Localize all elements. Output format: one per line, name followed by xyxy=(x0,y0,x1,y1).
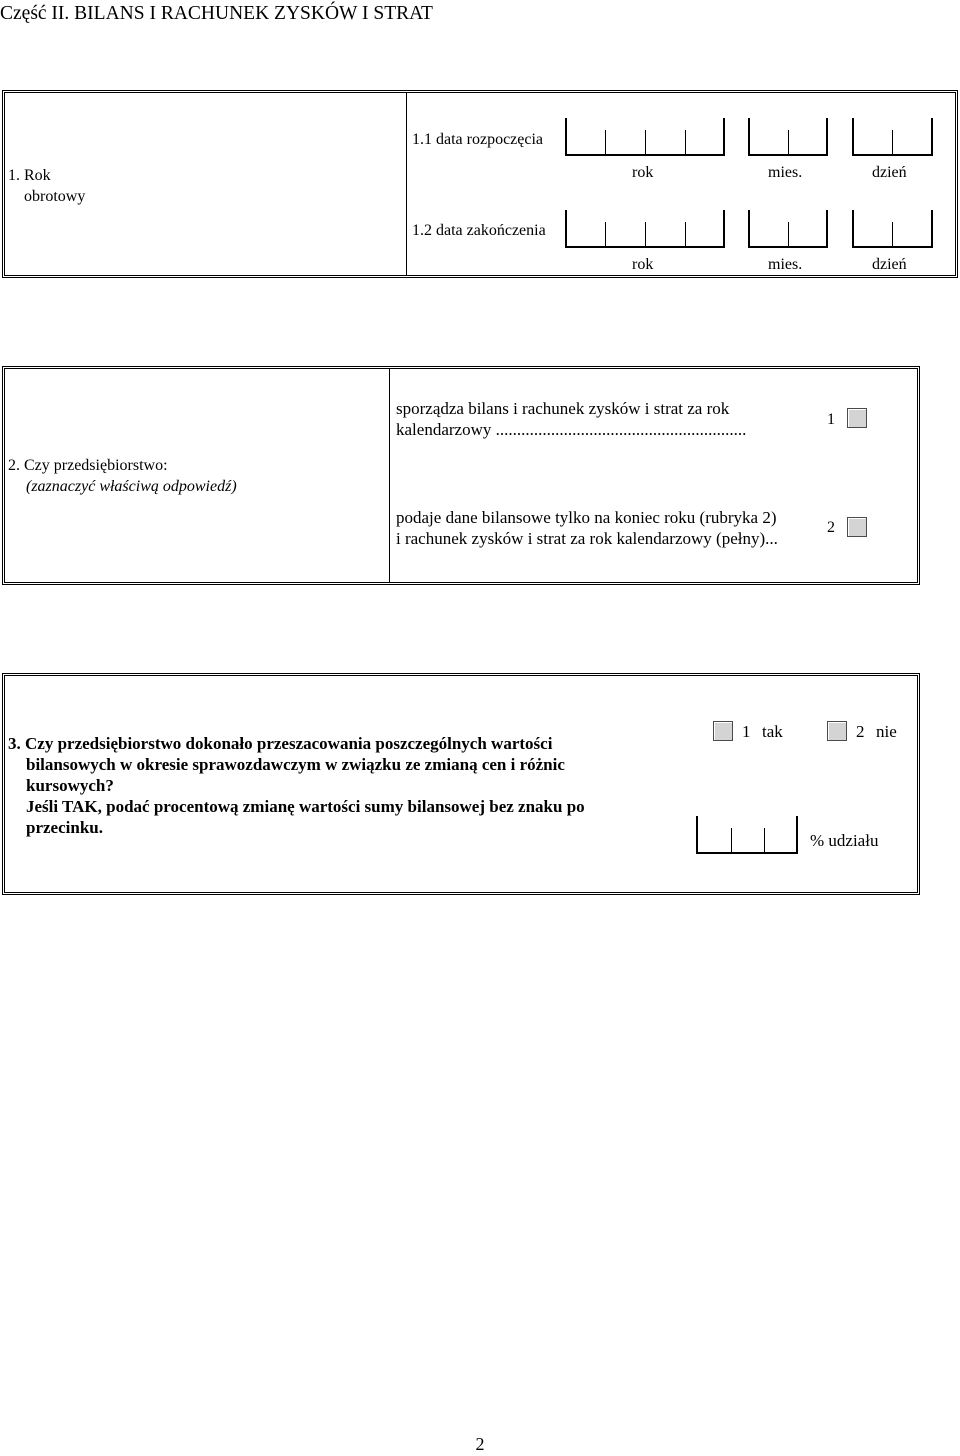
end-year-input[interactable] xyxy=(565,210,725,248)
section-1-divider xyxy=(406,92,407,276)
no-checkbox[interactable] xyxy=(827,721,847,741)
start-year-input[interactable] xyxy=(565,118,725,156)
option-2-number: 2 xyxy=(827,519,835,536)
end-day-input[interactable] xyxy=(852,210,933,248)
yes-checkbox[interactable] xyxy=(713,721,733,741)
section-2-hint: (zaznaczyć właściwą odpowiedź) xyxy=(26,478,237,495)
section-3-question-line4: Jeśli TAK, podać procentową zmianę wartości sumy bilansowej bez znaku po xyxy=(26,797,585,816)
no-number: 2 xyxy=(856,722,865,741)
start-date-label: 1.1 data rozpoczęcia xyxy=(412,131,544,148)
section-3-question-line1: 3. Czy przedsiębiorstwo dokonało przeszacowania poszczególnych wartości xyxy=(8,734,553,753)
section-2-divider xyxy=(389,368,390,583)
start-day-input[interactable] xyxy=(852,118,933,156)
page-number: 2 xyxy=(475,1434,485,1454)
end-day-caption: dzień xyxy=(872,256,907,273)
start-year-caption: rok xyxy=(632,164,654,181)
start-day-caption: dzień xyxy=(872,164,907,181)
page-title: Część II. BILANS I RACHUNEK ZYSKÓW I STRAT xyxy=(0,3,433,24)
section-3-box xyxy=(2,673,920,895)
section-3-question-line3: kursowych? xyxy=(26,776,114,795)
no-label: nie xyxy=(876,722,897,741)
section-1-label-line2: obrotowy xyxy=(24,188,86,205)
option-1-number: 1 xyxy=(827,411,835,428)
section-2-question: 2. Czy przedsiębiorstwo: xyxy=(8,457,168,474)
option-1-line1: sporządza bilans i rachunek zysków i strat za rok xyxy=(396,399,730,418)
option-2-line2: i rachunek zysków i strat za rok kalendarzowy (pełny)... xyxy=(396,529,778,548)
option-1-checkbox[interactable] xyxy=(847,408,867,428)
section-3-question-line5: przecinku. xyxy=(26,818,103,837)
start-month-input[interactable] xyxy=(748,118,828,156)
percent-caption: % udziału xyxy=(810,831,879,850)
end-year-caption: rok xyxy=(632,256,654,273)
yes-number: 1 xyxy=(742,722,751,741)
option-2-checkbox[interactable] xyxy=(847,517,867,537)
option-2-line1: podaje dane bilansowe tylko na koniec roku (rubryka 2) xyxy=(396,508,777,527)
end-month-caption: mies. xyxy=(768,256,803,273)
section-3-question-line2: bilansowych w okresie sprawozdawczym w związku ze zmianą cen i różnic xyxy=(26,755,565,774)
percent-input[interactable] xyxy=(696,816,798,854)
option-1-line2: kalendarzowy ........................................................... xyxy=(396,420,747,439)
start-month-caption: mies. xyxy=(768,164,803,181)
section-1-label-line1: 1. Rok xyxy=(8,167,51,184)
yes-label: tak xyxy=(762,722,783,741)
end-month-input[interactable] xyxy=(748,210,828,248)
end-date-label: 1.2 data zakończenia xyxy=(412,222,546,239)
